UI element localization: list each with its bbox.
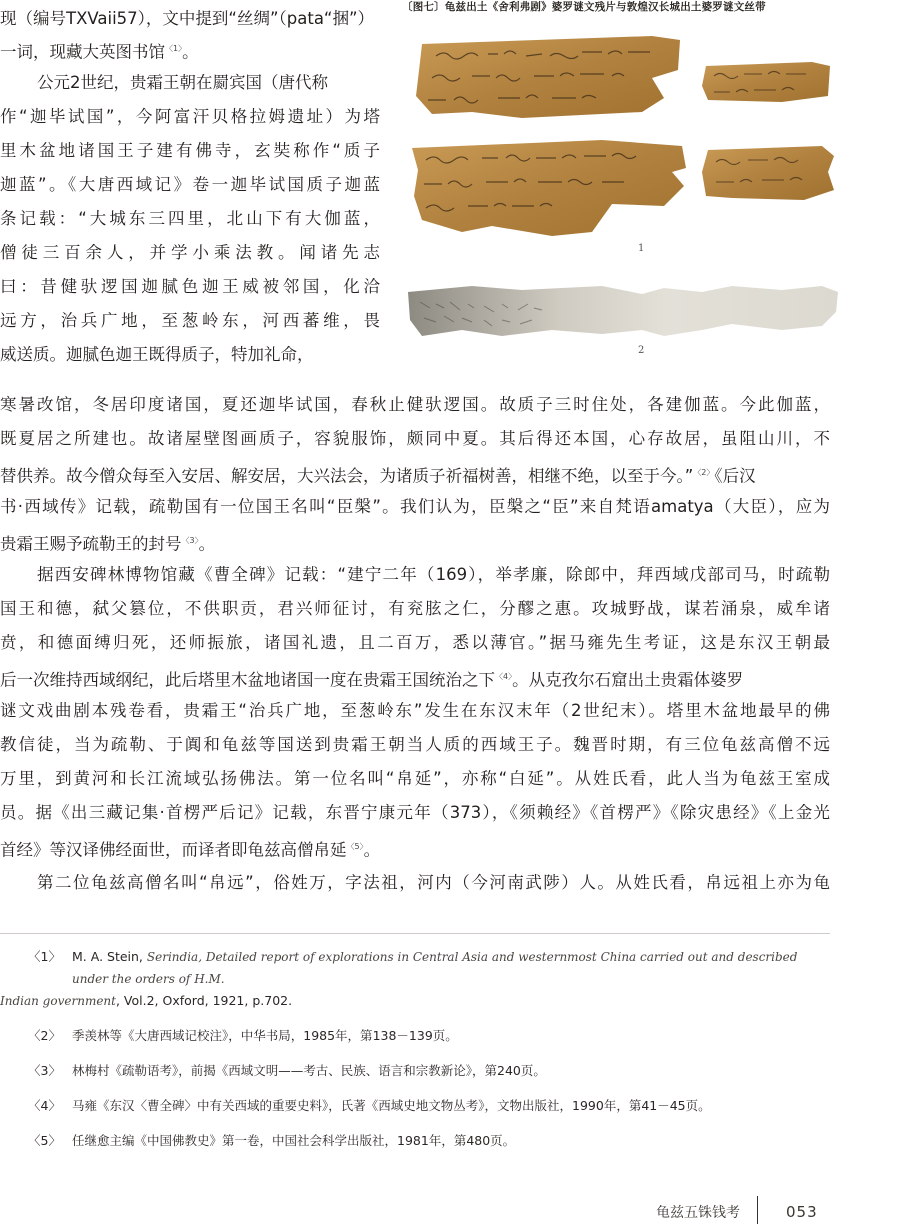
text-line: 寒暑改馆，冬居印度诸国，夏还迦毕试国，春秋止健驮逻国。故质子三时住处，各建伽蓝。今此伽蓝， xyxy=(0,395,830,414)
text-line: 后一次维持西域纲纪，此后塔里木盆地诸国一度在贵霜王国统治之下$^{〈4〉}$。从克孜尔石窟出土贵霜体婆罗 xyxy=(0,670,744,690)
text-line: 远方，治兵广地，至葱岭东，河西蕃维，畏 xyxy=(0,311,380,330)
text-line: 曰：昔健驮逻国迦腻色迦王威被邻国，化洽 xyxy=(0,277,380,296)
text-line: 里木盆地诸国王子建有佛寺，玄奘称作“质子 xyxy=(0,141,380,160)
figure-label: 2 xyxy=(638,345,645,356)
text-line: 威送质。迦腻色迦王既得质子，特加礼命， xyxy=(0,345,314,364)
manuscript-fragment xyxy=(702,62,830,102)
page-number: 053 xyxy=(786,1203,818,1221)
text-line: 迦蓝”。《大唐西域记》卷一迦毕试国质子迦蓝 xyxy=(0,175,380,194)
text-line: 现（编号TXVaii57），文中提到“丝绸”（pata“捆”） xyxy=(0,9,375,28)
text-line: 万里，到黄河和长江流域弘扬佛法。第一位名叫“帛延”，亦称“白延”。从姓氏看，此人当为龟兹王室成 xyxy=(0,769,830,788)
text-line: 教信徒，当为疏勒、于阗和龟兹等国送到贵霜王朝当人质的西域王子。魏晋时期，有三位龟兹高僧不远 xyxy=(0,735,830,754)
footnote-ref: 〈3〉 xyxy=(181,536,199,545)
manuscript-fragment xyxy=(416,36,680,118)
text-line: 条记载：“大城东三四里，北山下有大伽蓝， xyxy=(0,209,380,228)
text-line: 书·西域传》记载，疏勒国有一位国王名叫“臣槃”。我们认为，臣槃之“臣”来自梵语amatya（大臣），应为 xyxy=(0,497,830,516)
footnote-ref: 〈4〉 xyxy=(495,672,513,681)
silk-ribbon xyxy=(408,286,838,336)
footnote-number: 〈3〉 xyxy=(28,1063,61,1078)
text-line: 据西安碑林博物馆藏《曹全碑》记载：“建宁二年（169），举孝廉，除郎中，拜西域戊部司马，时疏勒 xyxy=(37,565,830,584)
footnote-item xyxy=(0,1060,830,1082)
text-line: 替供养。故今僧众每至入安居、解安居，大兴法会，为诸质子祈福树善，相继不绝，以至于今。”$^{〈2〉}$《后汉 xyxy=(0,466,756,486)
text-line: 公元2世纪，贵霜王朝在罽宾国（唐代称 xyxy=(37,73,328,92)
footnote-number: 〈2〉 xyxy=(28,1028,61,1043)
manuscript-fragment xyxy=(412,140,686,236)
text-line: 作“迦毕试国”，今阿富汗贝格拉姆遗址）为塔 xyxy=(0,107,380,126)
footnote-text: 马雍《东汉〈曹全碑〉中有关西域的重要史料》，氏著《西域史地文物丛考》，文物出版社，1990年，第41－45页。 xyxy=(72,1098,711,1113)
footnote-text: 季羡林等《大唐西域记校注》，中华书局，1985年，第138－139页。 xyxy=(72,1028,458,1043)
text-line: 第二位龟兹高僧名叫“帛远”，俗姓万，字法祖，河内（今河南武陟）人。从姓氏看，帛远祖上亦为龟 xyxy=(37,873,830,892)
footnote-item xyxy=(0,1095,830,1117)
footnote-ref: 〈2〉 xyxy=(693,468,715,477)
footnote-text: 林梅村《疏勒语考》，前揭《西域文明——考古、民族、语言和宗教新论》，第240页。 xyxy=(72,1063,546,1078)
footnote-title: Serindia, Detailed report of explorations in Central Asia and westernmost China carried out and described under the orders of H.M. xyxy=(72,950,798,986)
footnote-item xyxy=(0,946,830,990)
footnote-author: M. A. Stein, xyxy=(72,949,143,964)
footnote-number: 〈5〉 xyxy=(28,1133,61,1148)
figure-seven xyxy=(402,0,842,370)
text-line: 既夏居之所建也。故诸屋壁图画质子，容貌服饰，颇同中夏。其后得还本国，心存故居，虽阻山川，不 xyxy=(0,429,830,448)
running-footer-title: 龟兹五铢钱考 xyxy=(656,1205,740,1221)
footnote-number: 〈4〉 xyxy=(28,1098,61,1113)
footnote-continuation: Indian government, Vol.2, Oxford, 1921, p.702. xyxy=(0,993,293,1008)
text-line: 谜文戏曲剧本残卷看，贵霜王“治兵广地，至葱岭东”发生在东汉末年（2世纪末）。塔里木盆地最早的佛 xyxy=(0,701,830,720)
figure-label: 1 xyxy=(638,243,645,254)
text-line: 僧徒三百余人，并学小乘法教。闻诸先志 xyxy=(0,243,380,262)
manuscript-fragment xyxy=(702,146,834,200)
figure-caption: 〔图七〕龟兹出土《舍利弗剧》婆罗谜文残片与敦煌汉长城出土婆罗谜文丝带 xyxy=(402,1,766,13)
text-line: 国王和德，弑父篡位，不供职贡，君兴师征讨，有兖胘之仁，分醪之惠。攻城野战，谋若涌泉，威牟诸 xyxy=(0,599,830,618)
text-line: 贵霜王赐予疏勒王的封号$^{〈3〉}$。 xyxy=(0,534,216,554)
footer-divider xyxy=(757,1196,758,1224)
manuscript-fragments-image xyxy=(402,0,842,370)
footnote-text: 任继愈主编《中国佛教史》第一卷，中国社会科学出版社，1981年，第480页。 xyxy=(72,1133,516,1148)
text-line: 员。据《出三藏记集·首楞严后记》记载，东晋宁康元年（373），《须赖经》《首楞严》《除灾患经》《上金光 xyxy=(0,803,830,822)
footnote-ref: 〈5〉 xyxy=(346,842,364,851)
footnote-item xyxy=(0,1025,830,1047)
footnotes xyxy=(0,946,830,1152)
text-line: 贲，和德面缚归死，还师振旅，诸国礼遗，且二百万，悉以薄官。”据马雍先生考证，这是东汉王朝最 xyxy=(0,633,830,652)
footnote-ref: 〈1〉 xyxy=(165,44,183,53)
footnote-item xyxy=(0,1130,830,1152)
footnote-divider xyxy=(0,933,830,934)
text-line: 首经》等汉译佛经面世，而译者即龟兹高僧帛延$^{〈5〉}$。 xyxy=(0,840,381,860)
footnote-number: 〈1〉 xyxy=(28,949,61,964)
text-line: 一词，现藏大英图书馆$^{〈1〉}$。 xyxy=(0,42,199,62)
